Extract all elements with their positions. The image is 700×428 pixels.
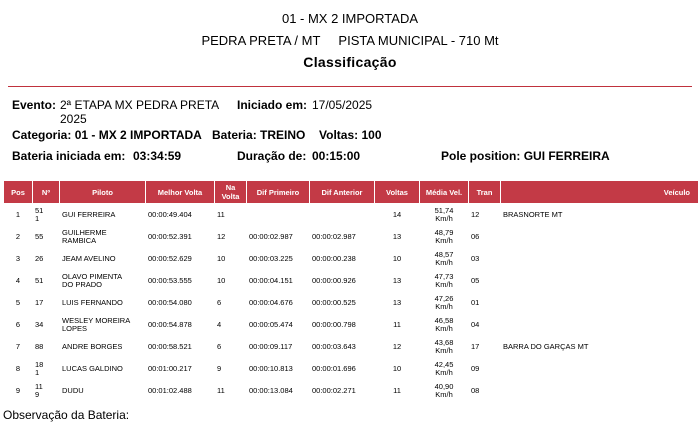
- cell-pos: 2: [15, 231, 21, 241]
- cell-pos: 5: [15, 297, 21, 307]
- duracao-label: Duração de:: [237, 149, 307, 163]
- page-heading: Classificação: [303, 54, 397, 70]
- cell-pos: 9: [15, 385, 21, 395]
- cell-dif-primeiro: 00:00:03.225: [249, 253, 293, 263]
- categoria-line: [12, 128, 202, 142]
- voltas-label: Voltas:: [319, 128, 359, 142]
- evento-value-line1: 2ª ETAPA MX PEDRA PRETA: [60, 98, 220, 112]
- cell-melhor-volta: 00:00:49.404: [148, 209, 192, 219]
- col-header-num: Nº: [33, 181, 59, 203]
- cell-pos: 1: [15, 209, 21, 219]
- evento-label: Evento:: [12, 98, 57, 112]
- cell-dif-primeiro: 00:00:04.151: [249, 275, 293, 285]
- cell-melhor-volta: 00:00:58.521: [148, 341, 192, 351]
- cell-num: 26: [35, 253, 44, 263]
- col-header-melhor-volta: Melhor Volta: [146, 181, 214, 203]
- table-row: [4, 358, 698, 379]
- cell-pos: 7: [15, 341, 21, 351]
- cell-voltas: 11: [393, 319, 401, 329]
- cell-dif-anterior: 00:00:01.696: [312, 363, 356, 373]
- col-header-na-volta: Na Volta: [215, 181, 246, 203]
- cell-tran: 17: [471, 341, 480, 351]
- cell-veiculo: [501, 380, 698, 401]
- cell-melhor-volta: 00:01:00.217: [148, 363, 192, 373]
- cell-num: 17: [35, 297, 44, 307]
- observacao-label: Observação da Bateria:: [3, 408, 130, 422]
- cell-piloto: OLAVO PIMENTA DO PRADO: [62, 271, 123, 289]
- voltas-value: 100: [361, 128, 382, 142]
- bateria-value: TREINO: [260, 128, 306, 142]
- cell-veiculo: [501, 292, 698, 313]
- cell-dif-anterior: 00:00:00.525: [312, 297, 356, 307]
- cell-voltas: 12: [392, 341, 402, 351]
- cell-dif-anterior: 00:00:00.798: [312, 319, 356, 329]
- bateria-iniciada-value: 03:34:59: [133, 149, 182, 163]
- cell-piloto: LUIS FERNANDO: [62, 297, 123, 307]
- cell-dif-primeiro: [247, 204, 309, 225]
- cell-melhor-volta: 00:00:52.629: [148, 253, 192, 263]
- cell-dif-primeiro: 00:00:05.474: [249, 319, 293, 329]
- table-row: [4, 248, 698, 269]
- location-text: PEDRA PRETA / MT: [201, 33, 321, 48]
- col-header-piloto: Piloto: [60, 181, 145, 203]
- cell-dif-primeiro: 00:00:10.813: [249, 363, 293, 373]
- bateria-label: Bateria:: [212, 128, 257, 142]
- cell-na-volta: 11: [217, 209, 225, 219]
- cell-na-volta: 4: [217, 319, 222, 329]
- cell-num: 11 9: [35, 381, 43, 399]
- cell-tran: 12: [471, 209, 480, 219]
- cell-pos: 6: [15, 319, 21, 329]
- cell-num: 88: [35, 341, 44, 351]
- cell-dif-anterior: 00:00:00.238: [312, 253, 356, 263]
- cell-na-volta: 11: [217, 385, 225, 395]
- cell-pos: 3: [15, 253, 21, 263]
- cell-veiculo: [501, 226, 698, 247]
- iniciado-label: Iniciado em:: [237, 98, 308, 112]
- cell-media-vel: 43,68 Km/h: [434, 337, 454, 355]
- cell-num: 34: [35, 319, 44, 329]
- col-header-dif-primeiro: Dif Primeiro: [247, 181, 309, 203]
- bateria-iniciada-label: Bateria iniciada em:: [12, 149, 126, 163]
- cell-voltas: 10: [392, 363, 402, 373]
- cell-voltas: 11: [393, 385, 401, 395]
- col-header-media-vel: Média Vel.: [420, 181, 468, 203]
- cell-melhor-volta: 00:00:53.555: [148, 275, 192, 285]
- table-row: [4, 314, 698, 335]
- cell-piloto: LUCAS GALDINO: [62, 363, 123, 373]
- cell-media-vel: 40,90 Km/h: [434, 381, 454, 399]
- evento-value-line2: 2025: [60, 112, 87, 126]
- cell-na-volta: 12: [217, 231, 226, 241]
- cell-dif-primeiro: 00:00:04.676: [249, 297, 293, 307]
- cell-dif-anterior: 00:00:03.643: [312, 341, 356, 351]
- cell-na-volta: 10: [217, 275, 226, 285]
- cell-dif-anterior: 00:00:02.987: [312, 231, 356, 241]
- cell-veiculo: [501, 358, 698, 379]
- bateria-line: [212, 128, 305, 142]
- cell-tran: 04: [471, 319, 480, 329]
- cell-pos: 4: [15, 275, 21, 285]
- duracao-value: 00:15:00: [312, 149, 361, 163]
- pole-label: Pole position:: [441, 149, 521, 163]
- table-row: [4, 270, 698, 291]
- cell-veiculo: BRASNORTE MT: [503, 209, 563, 219]
- table-body: [4, 204, 698, 401]
- cell-piloto: DUDU: [62, 385, 84, 395]
- track-text: PISTA MUNICIPAL - 710 Mt: [338, 33, 499, 48]
- cell-num: 51: [35, 275, 44, 285]
- cell-voltas: 14: [392, 209, 402, 219]
- voltas-line: [319, 128, 382, 142]
- cell-dif-anterior: 00:00:00.926: [312, 275, 356, 285]
- cell-tran: 08: [471, 385, 480, 395]
- cell-tran: 01: [471, 297, 480, 307]
- col-header-voltas: Voltas: [375, 181, 419, 203]
- cell-na-volta: 10: [217, 253, 226, 263]
- cell-tran: 03: [471, 253, 480, 263]
- iniciado-value: 17/05/2025: [312, 98, 373, 112]
- cell-num: 55: [35, 231, 44, 241]
- cell-media-vel: 47,73 Km/h: [434, 271, 454, 289]
- cell-veiculo: [501, 314, 698, 335]
- cell-melhor-volta: 00:00:52.391: [148, 231, 192, 241]
- cell-media-vel: 42,45 Km/h: [434, 359, 454, 377]
- header-divider: [8, 86, 692, 87]
- cell-voltas: 13: [392, 297, 402, 307]
- col-header-dif-anterior: Dif Anterior: [310, 181, 374, 203]
- pole-line: [441, 149, 610, 163]
- cell-media-vel: 48,57 Km/h: [434, 249, 454, 267]
- cell-na-volta: 6: [217, 341, 222, 351]
- cell-media-vel: 47,26 Km/h: [434, 293, 454, 311]
- cell-veiculo: BARRA DO GARÇAS MT: [503, 341, 589, 351]
- cell-piloto: GUI FERREIRA: [62, 209, 116, 219]
- cell-tran: 05: [471, 275, 480, 285]
- cell-dif-primeiro: 00:00:09.117: [249, 341, 293, 351]
- cell-tran: 09: [471, 363, 480, 373]
- col-header-veiculo: Veículo: [501, 181, 698, 203]
- cell-melhor-volta: 00:01:02.488: [148, 385, 192, 395]
- cell-veiculo: [501, 248, 698, 269]
- categoria-label: Categoria:: [12, 128, 72, 142]
- cell-piloto: JEAM AVELINO: [62, 253, 116, 263]
- cell-media-vel: 48,79 Km/h: [434, 227, 454, 245]
- cell-melhor-volta: 00:00:54.080: [148, 297, 192, 307]
- cell-melhor-volta: 00:00:54.878: [148, 319, 192, 329]
- cell-veiculo: [501, 270, 698, 291]
- cell-dif-anterior: 00:00:02.271: [312, 385, 356, 395]
- cell-voltas: 13: [392, 231, 402, 241]
- cell-piloto: WESLEY MOREIRA LOPES: [62, 315, 131, 333]
- classification-table: [3, 180, 699, 402]
- pole-value: GUI FERREIRA: [523, 149, 610, 163]
- cell-num: 51 1: [35, 205, 44, 223]
- col-header-pos: Pos: [4, 181, 32, 203]
- cell-dif-anterior: [310, 204, 374, 225]
- cell-pos: 8: [15, 363, 21, 373]
- evento-value: [60, 98, 219, 126]
- report-title: 01 - MX 2 IMPORTADA: [281, 11, 419, 26]
- cell-na-volta: 9: [217, 363, 222, 373]
- cell-media-vel: 46,58 Km/h: [434, 315, 454, 333]
- cell-dif-primeiro: 00:00:02.987: [249, 231, 293, 241]
- col-header-tran: Tran: [469, 181, 500, 203]
- table-row: [4, 336, 698, 357]
- cell-voltas: 13: [392, 275, 402, 285]
- cell-dif-primeiro: 00:00:13.084: [249, 385, 293, 395]
- report-subtitle: [0, 33, 700, 48]
- table-row: [4, 204, 698, 225]
- cell-voltas: 10: [392, 253, 402, 263]
- table-row: [4, 226, 698, 247]
- cell-na-volta: 6: [217, 297, 222, 307]
- table-row: [4, 292, 698, 313]
- cell-num: 18 1: [35, 359, 44, 377]
- table-header-row: [4, 181, 698, 203]
- table-row: [4, 380, 698, 401]
- cell-piloto: ANDRE BORGES: [62, 341, 123, 351]
- cell-piloto: GUILHERME RAMBICA: [62, 227, 107, 245]
- categoria-value: 01 - MX 2 IMPORTADA: [74, 128, 202, 142]
- cell-media-vel: 51,74 Km/h: [434, 205, 454, 223]
- cell-tran: 06: [471, 231, 480, 241]
